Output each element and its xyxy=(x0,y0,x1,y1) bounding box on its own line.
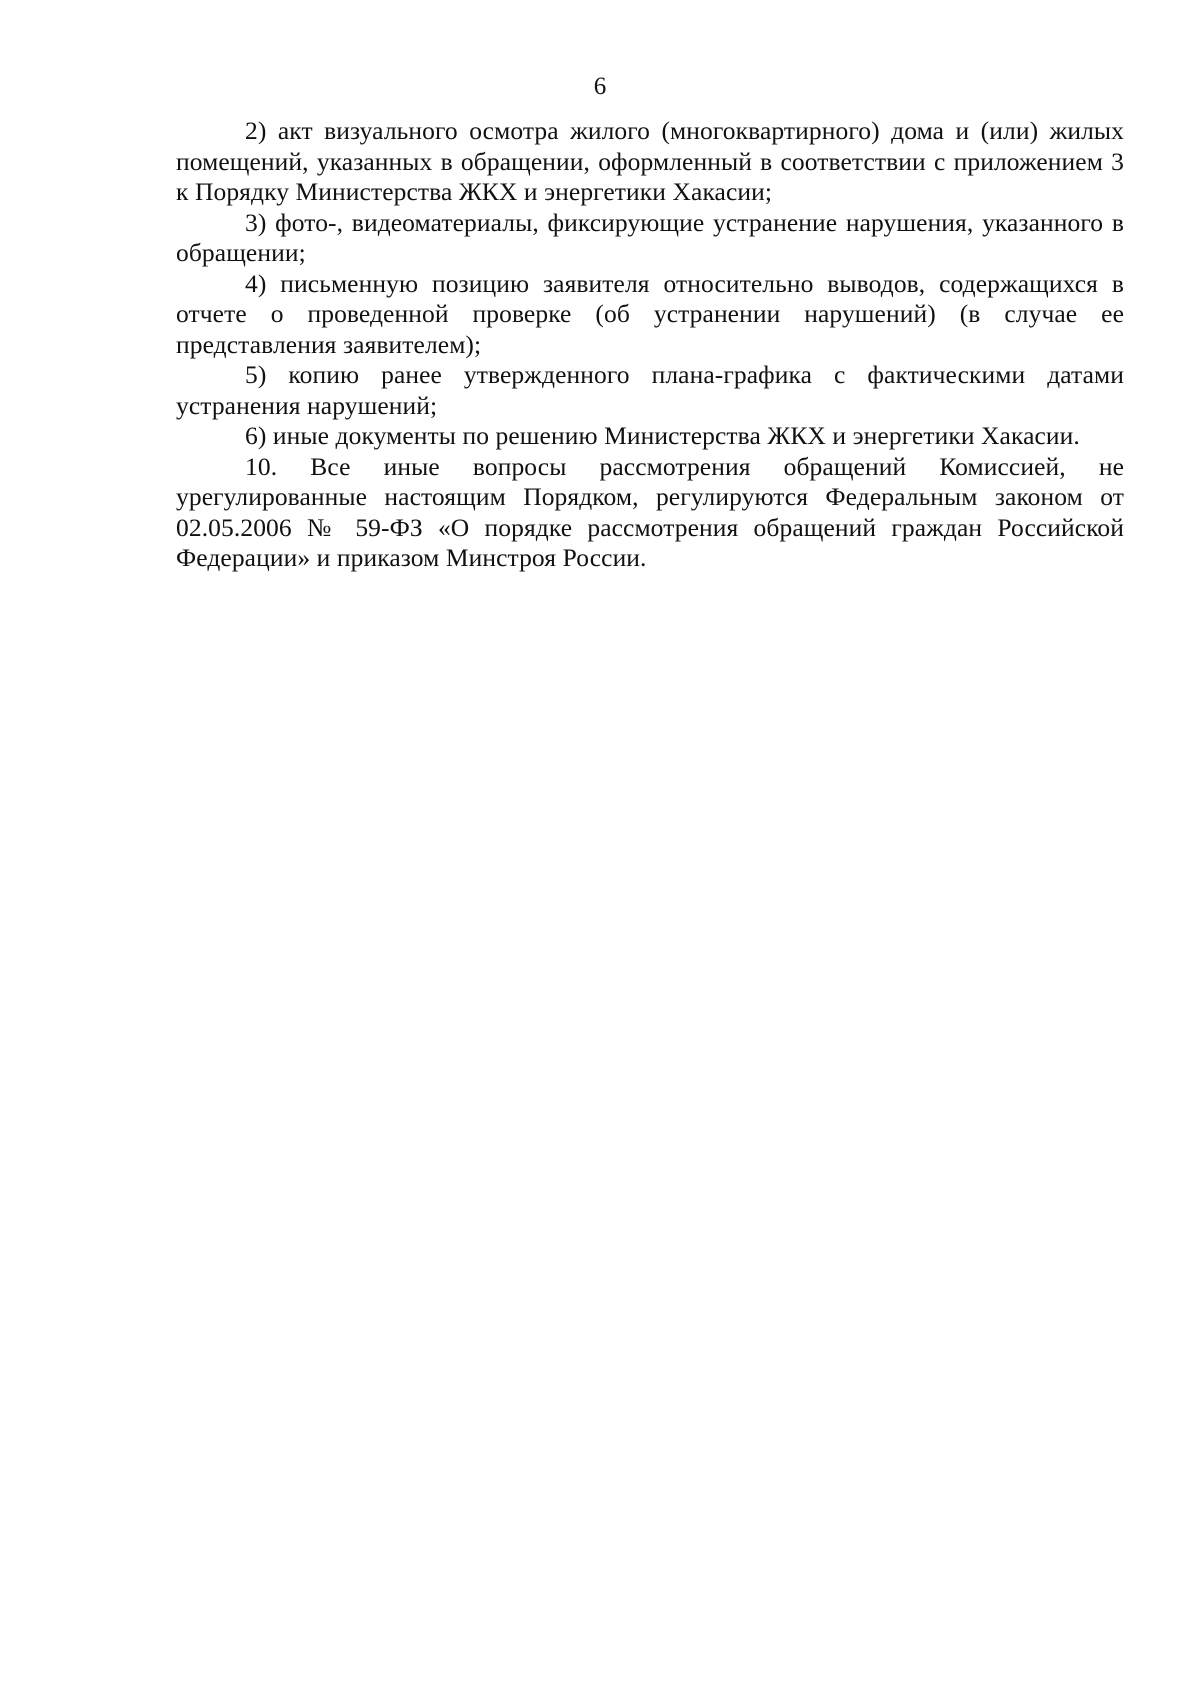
paragraph-item-4: 4) письменную позицию заявителя относительно выводов, содержащихся в отчете о проведенной проверке (об устранении нарушений) (в случае ее представления заявителем); xyxy=(176,268,1124,359)
paragraph-item-3: 3) фото-, видеоматериалы, фиксирующие устранение нарушения, указанного в обращении; xyxy=(176,207,1124,267)
paragraph-item-2: 2) акт визуального осмотра жилого (многоквартирного) дома и (или) жилых помещений, указанных в обращении, оформленный в соответствии с приложением 3 к Порядку Министерства ЖКХ и энергетики Хакасии; xyxy=(176,116,1124,206)
document-body xyxy=(176,116,1124,574)
paragraph-item-6: 6) иные документы по решению Министерства ЖКХ и энергетики Хакасии. xyxy=(245,421,1080,450)
paragraph-item-5: 5) копию ранее утвержденного плана-графика с фактическими датами устранения нарушений; xyxy=(176,360,1124,420)
page-number: 6 xyxy=(593,73,607,100)
paragraph-section-10: 10. Все иные вопросы рассмотрения обращений Комиссией, не урегулированные настоящим Порядком, регулируются Федеральным законом от 02.05.2006 № 59-ФЗ «О порядке рассмотрения обращений граждан Российской Федерации» и приказом Минстроя России. xyxy=(176,451,1124,572)
